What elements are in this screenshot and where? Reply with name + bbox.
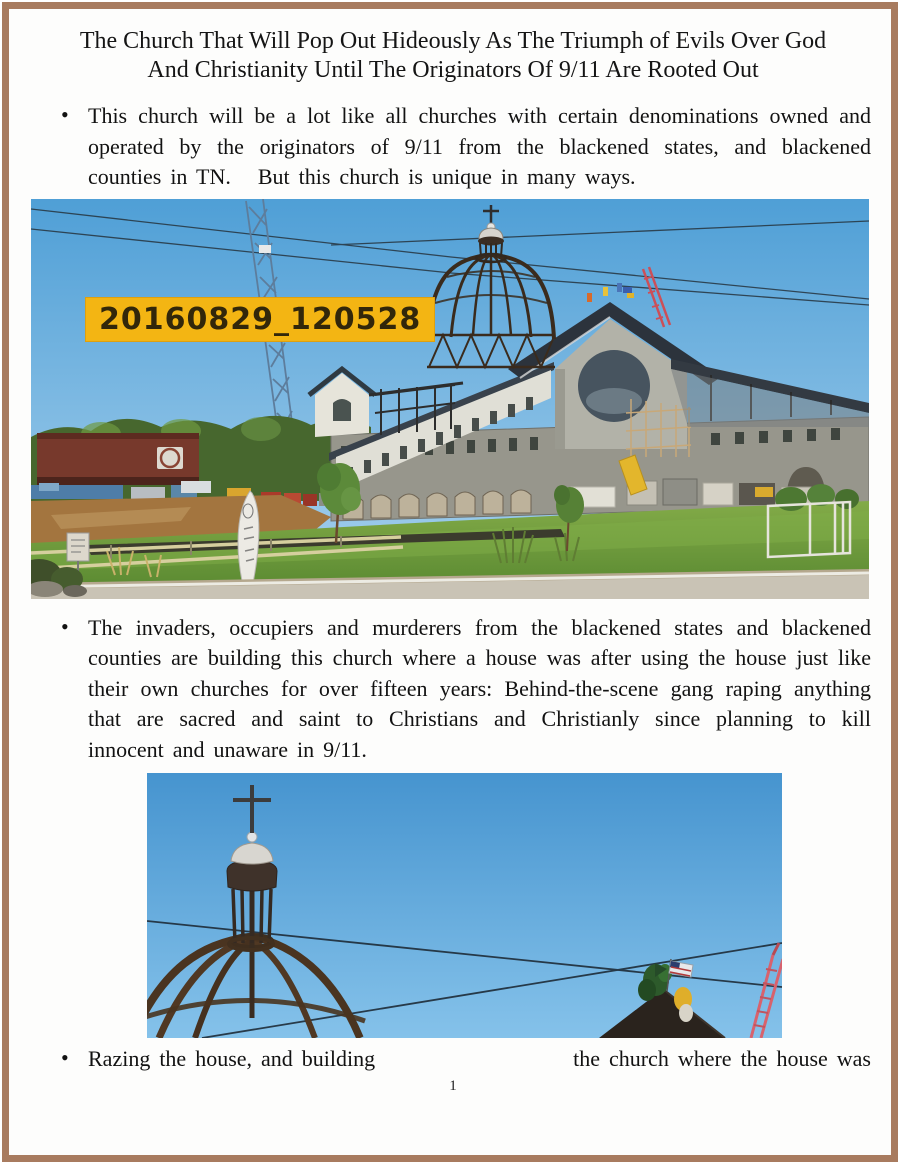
bullet-item-3 (35, 1044, 871, 1075)
dome-closeup-scene (147, 773, 782, 1038)
bullet-marker: • (61, 102, 69, 127)
construction-scene (31, 199, 869, 599)
page-title (35, 27, 871, 85)
bullet-3-text-left: Razing the house, and building (88, 1046, 376, 1071)
title-line-2: And Christianity Until The Originators Of 9/11 Are Rooted Out (147, 57, 759, 83)
bullet-1-text: This church will be a lot like all churches with certain denominations owned and operated by the originators of 9/11 from the blackened states, and blackened counties in TN. But this church is unique in many ways. (88, 103, 871, 189)
photo-dome-closeup (147, 773, 782, 1038)
red-building (37, 433, 199, 485)
page (2, 2, 898, 1162)
photo-timestamp-label: 20160829_120528 (85, 297, 435, 342)
bullet-marker: • (61, 613, 69, 639)
title-line-1: The Church That Will Pop Out Hideously As The Triumph of Evils Over God (79, 28, 827, 54)
bullet-item-1 (35, 101, 871, 193)
bullet-item-2 (35, 613, 871, 766)
bullet-2-text: The invaders, occupiers and murderers from the blackened states and blackened counties are building this church where a house was after using the house just like their own churches for over fifteen years: Behind-the-scene gang raping anything that are sacred and saint to Christians and Christianly since planning to kill innocent and unaware in 9/11. (88, 614, 871, 762)
bullet-marker: • (61, 1045, 69, 1070)
page-number: 1 (449, 1077, 457, 1094)
bullet-3-text-right: the church where the house was (573, 1046, 871, 1071)
photo-church-construction-wide (31, 199, 869, 599)
